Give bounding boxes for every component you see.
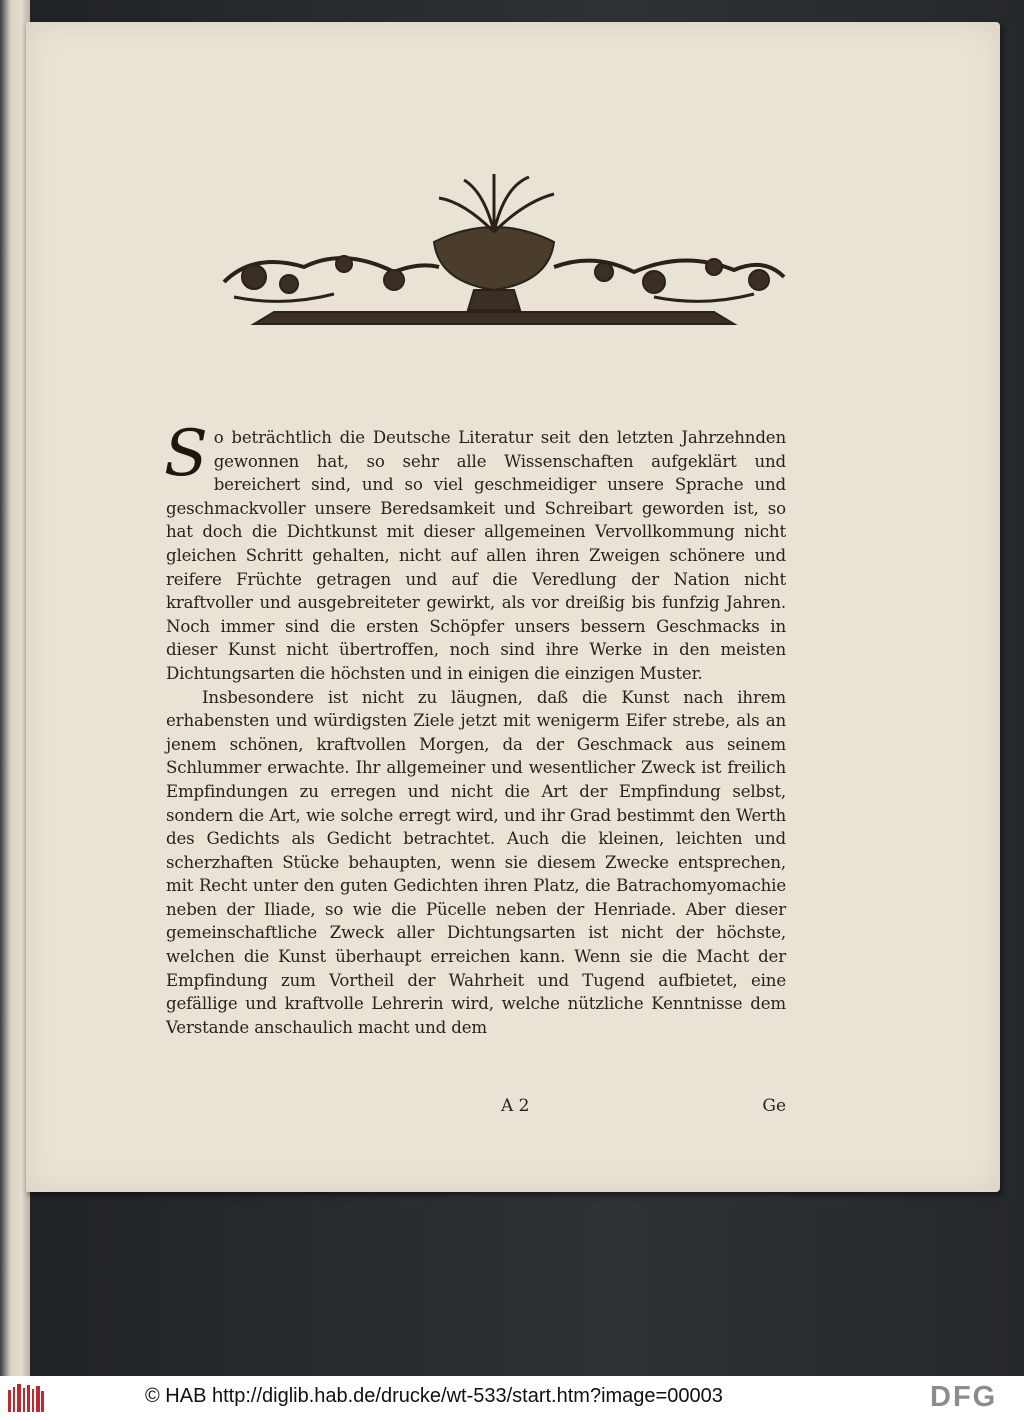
paragraph	[164, 417, 786, 686]
ornament-vignette-icon	[194, 172, 794, 352]
hab-barcode-logo-icon[interactable]	[8, 1384, 44, 1412]
paragraph-text: o beträchtlich die Deutsche Literatur seit den letzten Jahrzehnden gewonnen hat, so sehr alle Wissenschaften aufgeklärt und bereichert sind, und so viel geschmeidiger unsere Sprache und geschmackvoller unsere Beredsamkeit und Schreibart geworden ist, so hat doch die Dichtkunst mit dieser allgemeinen Vervollkommung nicht gleichen Schritt gehalten, nicht auf allen ihren Zweigen schönere und reifere Früchte getragen und auf die Veredlung der Nation nicht kraftvoller und ausgebreiteter gewirkt, als vor dreißig bis funfzig Jahren. Noch immer sind die ersten Schöpfer unsers bessern Geschmacks in dieser Kunst nicht übertroffen, noch sind ihre Werke in den meisten Dichtungsarten die höchsten und in einigen die einzigen Muster.	[166, 428, 786, 683]
page-footer	[166, 1096, 786, 1122]
drop-cap: S	[164, 417, 208, 491]
catchword: Ge	[762, 1096, 786, 1116]
signature-mark: A 2	[501, 1096, 530, 1116]
book-page	[26, 22, 1000, 1192]
dfg-logo[interactable]: DFG	[930, 1381, 998, 1413]
body-text	[164, 417, 786, 1039]
viewer-footer	[0, 1376, 1024, 1420]
copyright-link[interactable]: © HAB http://diglib.hab.de/drucke/wt-533/start.htm?image=00003	[145, 1385, 723, 1407]
paragraph: Insbesondere ist nicht zu läugnen, daß die Kunst nach ihrem erhabensten und würdigsten Ziele jetzt mit wenigerm Eifer strebe, als an jenem schönen, kraftvollen Morgen, da der Geschmack aus seinem Schlummer erwachte. Ihr allgemeiner und wesentlicher Zweck ist freilich Empfindungen zu erregen und nicht die Art der Empfindung selbst, sondern die Art, wie solche erregt wird, und ihr Grad bestimmt den Werth des Gedichts als Gedicht betrachtet. Auch die kleinen, leichten und scherzhaften Stücke behaupten, wenn sie diesem Zwecke entsprechen, mit Recht unter den guten Gedichten ihren Platz, die Batrachomyomachie neben der Iliade, so wie die Pücelle neben der Henriade. Aber dieser gemeinschaftliche Zweck aller Dichtungsarten ist nicht der höchste, welchen die Kunst überhaupt erreichen kann. Wenn sie die Macht der Empfindung zum Vortheil der Wahrheit und Tugend aufbietet, eine gefällige und kraftvolle Lehrerin wird, welche nützliche Kenntnisse dem Verstande anschaulich macht und dem	[166, 687, 786, 1037]
